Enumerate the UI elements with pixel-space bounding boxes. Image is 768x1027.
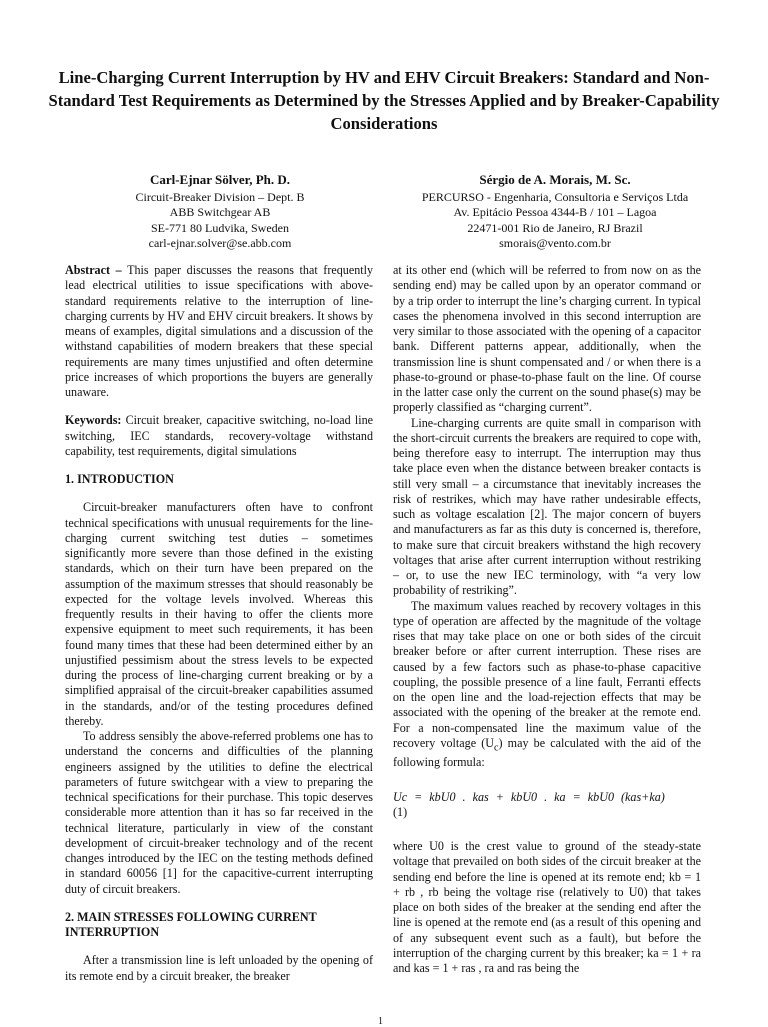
right-column — [393, 263, 701, 976]
author-affiliation: Circuit-Breaker Division – Dept. B — [135, 190, 305, 205]
equation-number: (1) — [393, 804, 408, 819]
equation-1 — [393, 790, 701, 821]
equation-body: Uc = kbU0 . kas + kbU0 . ka = kbU0 (kas+ka) — [393, 789, 665, 804]
abstract — [65, 263, 373, 400]
author-address: Av. Epitácio Pessoa 4344-B / 101 – Lagoa — [453, 205, 657, 220]
author-name: Sérgio de A. Morais, M. Sc. — [479, 172, 631, 187]
section-heading-main-stresses: 2. MAIN STRESSES FOLLOWING CURRENT INTERRUPTION — [65, 909, 317, 939]
author-name: Carl-Ejnar Sölver, Ph. D. — [149, 172, 291, 187]
abstract-text: This paper discusses the reasons that frequently lead electrical utilities to issue specifications with above-standard requirements relative to the interruption of line-charging currents by HV and EHV circuit breakers. It shows by means of examples, digital simulations and a discussion of the withstand capabilities of modern breakers that these special requirements are many times unjustified and often determine price increases of which proportions the buyers are generally unaware. — [65, 263, 374, 399]
page-number: 1 — [378, 1016, 383, 1027]
author-email: smorais@vento.com.br — [499, 235, 611, 250]
keywords-text: Circuit breaker, capacitive switching, no-load line switching, IEC standards, recovery-voltage withstand capability, test requirements, digital simulations — [65, 413, 373, 458]
paragraph: at its other end (which will be referred to from now on as the sending end) may be called upon by an operator command or by a trip order to interrupt the line’s charging current. In typical cases the phenomena involved in this second interruption are very similar to those associated with the opening of a capacitor bank. Different patterns appear, additionally, when the transmission line is shunt compensated and / or when there is a phase-to-ground or phase-to-phase fault on the line. Of course in the latter case only the current on the sound phase(s) may be properly classified as “charging current”. — [393, 263, 701, 415]
paragraph: To address sensibly the above-referred problems one has to understand the concerns and difficulties of the planning engineers assigned by the utilities to define the electrical parameters of future switchgear with a view to preparing the technical specifications for their purchase. This topic deserves considerable more attention than it has so far received in the technical literature, particularly in view of the constant development of circuit-breaker technology and of the recent changes introduced by the IEC on the testing methods defined in standard 60056 [1] for the capacitive-current interrupting duty of circuit breakers. — [65, 729, 373, 896]
paragraph: Line-charging currents are quite small in comparison with the short-circuit currents the breakers are required to cope with, being therefore easy to interrupt. The interruption may thus take place even when the distance between breaker contacts is still very small – a circumstance that inevitably increases the risk of restrikes, which may have rather undesirable effects, such as voltage escalation [2]. The major concern of buyers and manufacturers as far as this duty is concerned is, therefore, to make sure that circuit breakers withstand the high recovery voltages that arise after current interruption without restriking – or, to use the new IEC terminology, with “a very low probability of restriking”. — [393, 415, 701, 598]
paragraph-text: The maximum values reached by recovery voltages in this type of operation are affected by the magnitude of the voltage rises that may take place on one or both sides of the circuit breaker before or after current interruption. These rises are caused by a few factors such as phase-to-phase capacitive coupling, the possible presence of a line fault, Ferranti effects on the open line and the load-rejection effects that may be associated with the opening of the breaker at the remote end. For a non-compensated line the maximum value of the recovery voltage (U — [393, 598, 701, 750]
paragraph: After a transmission line is left unloaded by the opening of its remote end by a circuit breaker, the breaker — [65, 953, 373, 983]
paragraph: Circuit-breaker manufacturers often have to confront technical specifications with unusual requirements for the line-charging current switching test duties – sometimes significantly more severe than those defined in the existing standards, which on their turn have been prepared on the assumption of the maximum stresses that should reasonably be expected for the voltage levels involved. Whereas this frequently results in their having to offer the clients more expensive equipment to meet such requirements, it has been found many times that these had been determined either by an unjustified pessimism about the stress levels to be expected during the process of line-charging current breaking or by a simplified appraisal of the circuit-breaker capabilities assumed in the standards, and/or of the testing procedures defined thereby. — [65, 500, 373, 728]
paragraph-text: ) may be calculated with the aid of the following formula: — [393, 735, 701, 770]
author-block-2 — [395, 172, 715, 251]
left-column — [65, 263, 373, 984]
author-affiliation: PERCURSO - Engenharia, Consultoria e Serviços Ltda — [421, 190, 689, 205]
author-address: SE-771 80 Ludvika, Sweden — [151, 220, 289, 235]
author-company: ABB Switchgear AB — [169, 205, 271, 220]
keywords — [65, 413, 373, 459]
subscript: c — [494, 742, 499, 754]
author-block-1 — [70, 172, 370, 251]
keywords-label: Keywords: — [65, 413, 122, 428]
author-email: carl-ejnar.solver@se.abb.com — [148, 235, 292, 250]
abstract-label: Abstract – — [65, 263, 122, 277]
paragraph — [393, 599, 701, 771]
author-address: 22471-001 Rio de Janeiro, RJ Brazil — [467, 220, 643, 235]
paragraph: where U0 is the crest value to ground of the steady-state voltage that prevailed on both sides of the circuit breaker at the sending end before the line is opened at its remote end; kb = 1 + rb , rb being the voltage rise (relatively to U0) that takes place on both sides of the breaker at the sending end after the line is opened at the remote end (as a result of this opening and of any subsequent event such as a fault), but before the interruption of the charging current by this breaker; ka = 1 + ra and kas = 1 + ras , ra and ras being the — [393, 839, 701, 976]
section-heading-introduction: 1. INTRODUCTION — [65, 472, 174, 486]
paper-title: Line-Charging Current Interruption by HV and EHV Circuit Breakers: Standard and Non-Standard Test Requirements as Determined by the Stresses Applied and by Breaker-Capability Considerations — [48, 68, 720, 133]
